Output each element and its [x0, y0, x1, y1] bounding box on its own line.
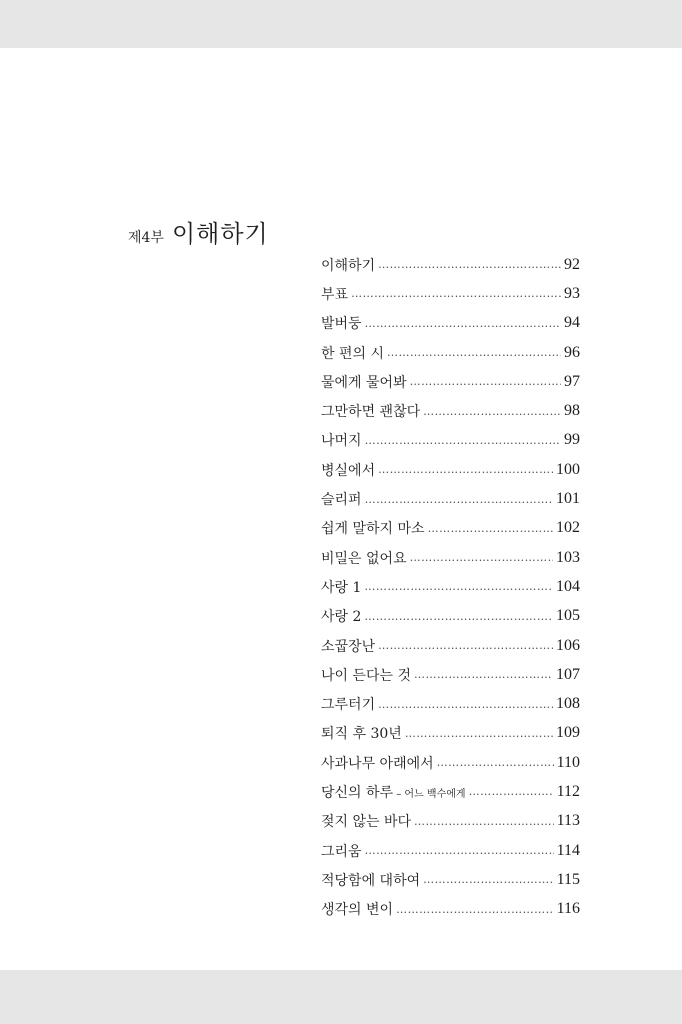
- entry-title: 퇴직 후 30년: [321, 726, 402, 743]
- dot-leader: [414, 815, 554, 828]
- toc-entry: [321, 250, 580, 279]
- toc-entry: [321, 631, 580, 660]
- entry-page-number: 92: [564, 255, 580, 273]
- entry-title: 생각의 변이: [321, 902, 394, 919]
- part-title: 이해하기: [171, 220, 269, 248]
- entry-page-number: 100: [556, 460, 580, 478]
- dot-leader: [378, 258, 561, 271]
- entry-page-number: 97: [564, 372, 580, 390]
- dot-leader: [365, 844, 554, 857]
- entry-page-number: 104: [556, 577, 580, 595]
- toc-entry: [321, 455, 580, 484]
- entry-page-number: 96: [564, 343, 580, 361]
- entry-page-number: 103: [556, 548, 580, 566]
- toc-entry: [321, 895, 580, 924]
- toc-entry: [321, 367, 580, 396]
- entry-title: 사랑 1: [321, 579, 362, 596]
- toc-entry: [321, 602, 580, 631]
- dot-leader: [365, 317, 561, 330]
- dot-leader: [351, 287, 561, 300]
- entry-title: 나이 든다는 것: [321, 667, 412, 684]
- toc-entry: [321, 719, 580, 748]
- entry-page-number: 101: [556, 490, 580, 508]
- dot-leader: [396, 903, 554, 916]
- dot-leader: [414, 668, 553, 681]
- entry-title: 그루터기: [321, 697, 376, 714]
- entry-title: 물에게 물어봐: [321, 374, 407, 391]
- dot-leader: [423, 405, 561, 418]
- dot-leader: [405, 727, 553, 740]
- dot-leader: [378, 463, 553, 476]
- dot-leader: [364, 580, 553, 593]
- entry-title: 사랑 2: [321, 609, 362, 626]
- part-heading: [128, 214, 269, 249]
- entry-page-number: 105: [556, 607, 580, 625]
- dot-leader: [365, 493, 553, 506]
- entry-page-number: 99: [564, 431, 580, 449]
- entry-page-number: 94: [564, 314, 580, 332]
- entry-page-number: 116: [556, 900, 580, 918]
- dot-leader: [364, 610, 553, 623]
- entry-title: 슬리퍼: [321, 492, 362, 509]
- toc-entry: [321, 807, 580, 836]
- entry-page-number: 113: [556, 812, 580, 830]
- toc-entry: [321, 279, 580, 308]
- entry-title: 비밀은 없어요: [321, 550, 407, 567]
- toc-entry: [321, 572, 580, 601]
- toc-entry: [321, 396, 580, 425]
- toc-entry: [321, 484, 580, 513]
- dot-leader: [410, 551, 553, 564]
- dot-leader: [469, 785, 554, 798]
- entry-page-number: 107: [556, 665, 580, 683]
- entry-title: 병실에서: [321, 462, 376, 479]
- entry-subtitle: – 어느 백수에게: [393, 788, 466, 800]
- entry-page-number: 108: [556, 695, 580, 713]
- entry-page-number: 102: [556, 519, 580, 537]
- entry-title: 소꿉장난: [321, 638, 376, 655]
- toc-entry: [321, 689, 580, 718]
- entry-title: 이해하기: [321, 257, 376, 274]
- dot-leader: [387, 346, 561, 359]
- entry-page-number: 112: [556, 782, 580, 800]
- entry-page-number: 109: [556, 724, 580, 742]
- toc-entry: [321, 543, 580, 572]
- dot-leader: [423, 873, 553, 886]
- entry-title: 발버둥: [321, 316, 362, 333]
- entry-title: [321, 782, 469, 802]
- entry-title: 적당함에 대하여: [321, 872, 421, 889]
- entry-page-number: 98: [564, 402, 580, 420]
- dot-leader: [428, 522, 553, 535]
- entry-page-number: 106: [556, 636, 580, 654]
- dot-leader: [378, 639, 553, 652]
- table-of-contents: [321, 250, 580, 924]
- entry-title: 쉽게 말하지 마소: [321, 521, 425, 538]
- book-page: [0, 48, 682, 970]
- toc-entry: [321, 309, 580, 338]
- toc-entry: [321, 748, 580, 777]
- entry-title: 한 편의 시: [321, 345, 384, 362]
- toc-entry: [321, 865, 580, 894]
- entry-page-number: 114: [556, 841, 580, 859]
- entry-page-number: 93: [564, 284, 580, 302]
- dot-leader: [378, 698, 553, 711]
- entry-title-main: 당신의 하루: [321, 784, 394, 801]
- entry-page-number: 110: [556, 753, 580, 771]
- entry-title: 부표: [321, 286, 349, 303]
- toc-entry: [321, 338, 580, 367]
- part-label: 제4부: [128, 230, 164, 246]
- toc-entry: [321, 660, 580, 689]
- entry-title: 나머지: [321, 433, 362, 450]
- toc-entry: [321, 426, 580, 455]
- dot-leader: [437, 756, 554, 769]
- entry-title: 그만하면 괜찮다: [321, 404, 421, 421]
- entry-title: 사과나무 아래에서: [321, 755, 434, 772]
- toc-entry: [321, 514, 580, 543]
- entry-title: 젖지 않는 바다: [321, 814, 412, 831]
- entry-title: 그리움: [321, 843, 362, 860]
- dot-leader: [410, 375, 561, 388]
- dot-leader: [365, 434, 561, 447]
- entry-page-number: 115: [556, 870, 580, 888]
- toc-entry: [321, 777, 580, 806]
- toc-entry: [321, 836, 580, 865]
